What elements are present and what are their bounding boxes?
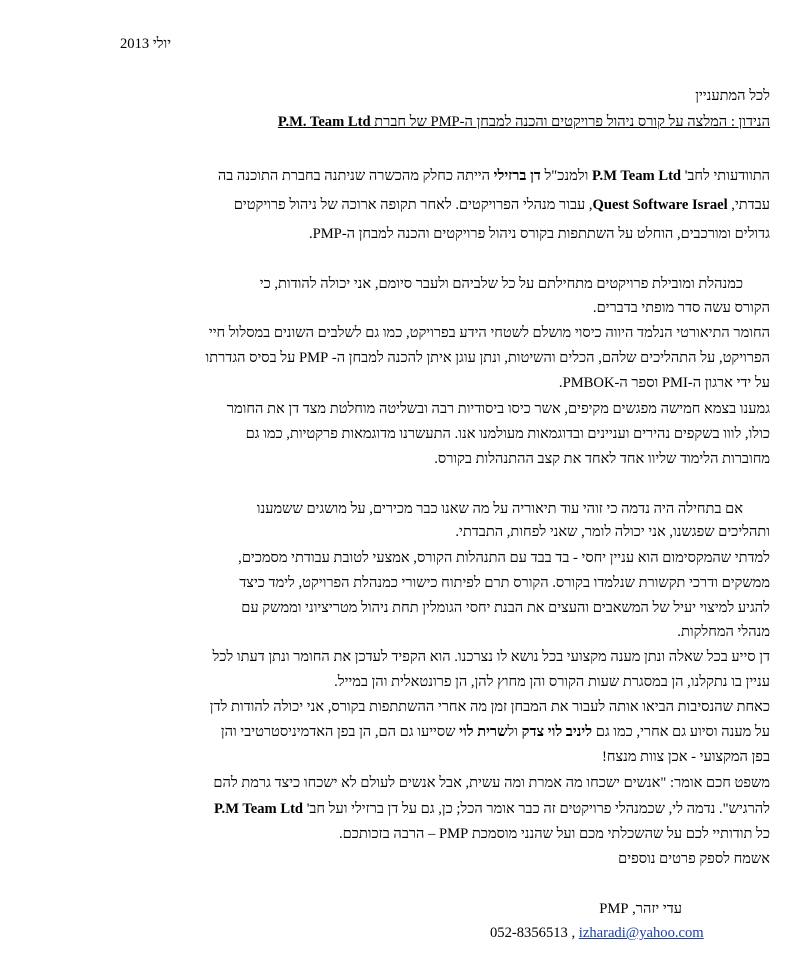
letter-date: יולי 2013 <box>120 36 172 52</box>
text: ול <box>507 724 522 740</box>
p3-line-1: אם בתחילה היה נדמה כי זוהי עוד תיאוריה על מה שאנו כבר מכירים, על מושגים ששמענו <box>256 501 743 517</box>
phone-number: 052-8356513 , <box>490 925 579 941</box>
company-name: P.M Team Ltd <box>591 168 682 184</box>
p2-line-8: מחוברות הלימוד שליוו אחד לאחד את קצב ההתנהלות בקורס. <box>434 451 770 467</box>
subject-prefix: הנידון : המלצה על קורס ניהול פרויקטים והכנה למבחן ה-PMP של חברת <box>370 114 770 130</box>
p3-line-4: ממשקים ודרכי תקשורת שנלמדו בקורס. הקורס תרם לפיתוח כישורי כמנהלת הפרויקט, לימד כיצד <box>239 575 770 591</box>
subject-company: P.M. Team Ltd <box>277 114 371 130</box>
signature-contact <box>490 921 704 945</box>
p3-line-2: ותהליכים שפגשנו, אני יכולה לומר, שאני לפחות, התבדתי. <box>455 524 770 540</box>
p2-line-6: גמענו בצמא חמישה מפגשים מקיפים, אשר כיסו ביסודיות רבה ובשליטה מוחלטת מצד דן את החומר <box>226 401 770 417</box>
p3-line-7: דן סייע בכל שאלה ונתן מענה מקצועי בכל נושא לו נצרכנו. הוא הקפיד לעדכן את החומר ונתן דעתו לכל <box>212 649 770 665</box>
company-name: Quest Software Israel <box>592 197 728 213</box>
p3-line-15: אשמח לספק פרטים נוספים <box>618 851 770 867</box>
email-link[interactable]: izharadi@yahoo.com <box>578 925 704 941</box>
text: עבדתי, <box>727 197 770 213</box>
p2-line-3: החומר התיאורטי הנלמד היווה כיסוי מושלם לשטחי הידע בפרויקט, כמו גם לשלבים השונים במסלול חיי <box>208 325 770 341</box>
salutation: לכל המתעניין <box>695 88 770 104</box>
signature-name: עדי יזהר, PMP <box>599 901 682 917</box>
p2-line-1: כמנהלת ומובילת פרויקטים מתחילתם על כל שלביהם ולעבר סיומם, אני יכולה להודות, כי <box>259 276 743 292</box>
p2-line-7: כולו, לווו בשקפים נהירים ועניינים ובדוגמאות מעולמנו אנו. התעשרנו מדוגמאות פרקטיות, כמו גם <box>245 426 770 442</box>
subject-line <box>278 110 770 134</box>
p3-line-14: כל תודותיי לכם על שהשכלתי מכם ועל שהנני מוסמכת PMP – הרבה בזכותכם. <box>339 826 770 842</box>
text: על מענה וסיוע גם אחרי, כמו גם <box>592 724 770 740</box>
company-name: P.M Team Ltd <box>213 801 304 817</box>
p3-line-10 <box>221 720 770 744</box>
p3-line-3: למדתי שהמקסימום הוא עניין יחסי - בד בבד עם התנהלות הקורס, אמצעי לטובת עבודתי מסמכים, <box>238 550 770 566</box>
text: ולמנכ"ל <box>540 168 592 184</box>
text: להרגיש". נדמה לי, שכמנהלי פרויקטים זה כבר אומר הכל; כן, גם על דן ברזילי ועל חב' <box>303 801 770 817</box>
text: הייתה כחלק מהכשרה שניתנה בחברת התוכנה בה <box>217 168 494 184</box>
p1-line-2 <box>234 193 770 217</box>
p2-line-2: הקורס עשה סדר מופתי בדברים. <box>592 300 770 316</box>
p3-line-9: כאחת שהנסיבות הביאו אותה לעבור את המבחן זמן מה אחרי ההשתתפות בקורס, אני יכולה להודות לדן <box>209 699 770 715</box>
p3-line-5: להגיע למיצוי יעיל של המשאבים והעצים את הבנת יחסי הגומלין תחת ניהול מטריציוני וממשק עם <box>241 600 770 616</box>
text: , עבור מנהלי הפרויקטים. לאחר תקופה ארוכה של ניהול פרויקטים <box>233 197 593 213</box>
p3-line-6: מנהלי המחלקות. <box>677 624 770 640</box>
p3-line-12: משפט חכם אומר: "אנשים ישכחו מה אמרת ומה עשית, אבל אנשים לעולם לא ישכחו כיצד גרמת להם <box>213 775 770 791</box>
p2-line-5: על ידי ארגון ה-PMI וספר ה-PMBOK. <box>558 375 770 391</box>
p3-line-8: עניין בו נתקלנו, הן במסגרת שעות הקורס והן מחוץ להן, הן פרונטאלית והן במייל. <box>334 674 770 690</box>
person-name: דן ברזילי <box>493 168 541 184</box>
text: שסייעו גם הם, הן בפן האדמיניסטרטיבי והן <box>220 724 460 740</box>
p2-line-4: הפרויקט, על התהליכים שלהם, הכלים והשיטות, ונתן עוגן איתן להכנה למבחן ה- PMP על בסיס הגדרתו <box>205 350 770 366</box>
p3-line-11: בפן המקצועי - אכן צוות מנצח! <box>602 749 770 765</box>
person-name: שרית לוי <box>459 724 508 740</box>
p3-line-13 <box>214 797 770 821</box>
text: התוודעותי לחב' <box>681 168 770 184</box>
p1-line-1 <box>218 164 770 188</box>
person-name: ליניב לוי צדק <box>521 724 593 740</box>
p1-line-3: גדולים ומורכבים, הוחלט על השתתפות בקורס ניהול פרויקטים והכנה למבחן ה-PMP. <box>308 226 770 242</box>
